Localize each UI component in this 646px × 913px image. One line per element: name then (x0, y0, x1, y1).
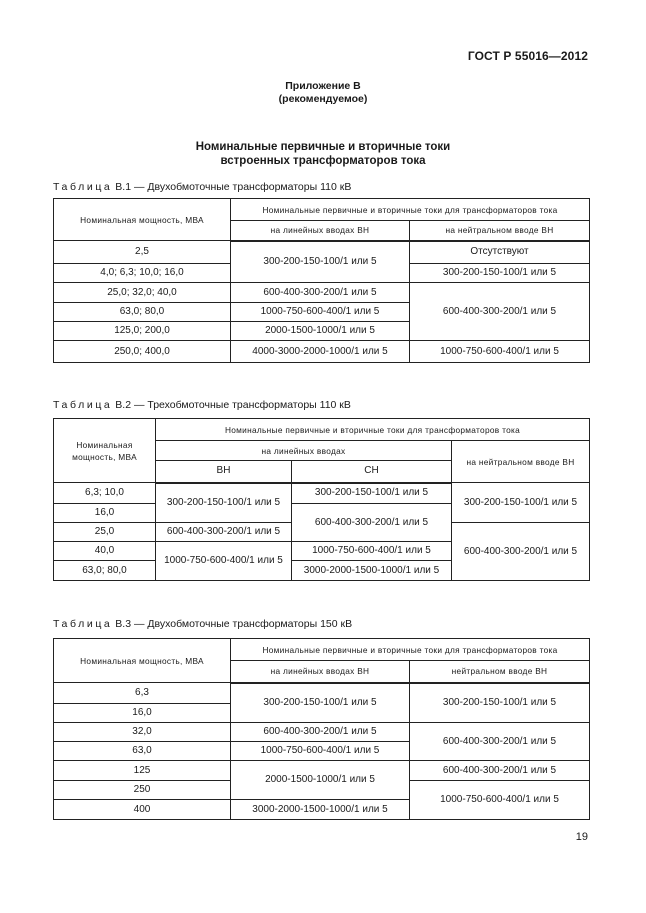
table-cell: 300-200-150-100/1 или 5 (410, 683, 590, 723)
table-cell: 600-400-300-200/1 или 5 (231, 283, 410, 303)
table2 (53, 418, 590, 581)
table-cell: 600-400-300-200/1 или 5 (410, 723, 590, 761)
section-title (0, 140, 646, 168)
table2-header-currents: Номинальные первичные и вторичные токи для трансформаторов тока (156, 419, 590, 441)
table-cell: 300-200-150-100/1 или 5 (231, 683, 410, 723)
table2-header-power: Номинальная мощность, МВА (54, 419, 156, 483)
table-cell: 4000-3000-2000-1000/1 или 5 (231, 341, 410, 363)
table1-header-power: Номинальная мощность, МВА (54, 199, 231, 241)
table-cell: 63,0 (54, 742, 231, 761)
table-cell: 6,3; 10,0 (54, 483, 156, 504)
table-cell: 1000-750-600-400/1 или 5 (292, 542, 452, 561)
table-cell: 1000-750-600-400/1 или 5 (231, 303, 410, 322)
table-cell: 2000-1500-1000/1 или 5 (231, 322, 410, 341)
table-cell: 1000-750-600-400/1 или 5 (410, 341, 590, 363)
table-cell: 40,0 (54, 542, 156, 561)
section-title-line1: Номинальные первичные и вторичные токи (195, 141, 451, 153)
table-cell: 25,0; 32,0; 40,0 (54, 283, 231, 303)
table-cell: 600-400-300-200/1 или 5 (292, 504, 452, 542)
table-cell: 4,0; 6,3; 10,0; 16,0 (54, 264, 231, 283)
table2-header-neutral: на нейтральном вводе ВН (452, 441, 590, 483)
table-cell: 600-400-300-200/1 или 5 (452, 523, 590, 581)
table-cell: 600-400-300-200/1 или 5 (156, 523, 292, 542)
table-cell: 600-400-300-200/1 или 5 (410, 283, 590, 341)
table-cell: 63,0; 80,0 (54, 303, 231, 322)
table3 (53, 638, 590, 820)
table-cell: 2000-1500-1000/1 или 5 (231, 761, 410, 800)
table1-caption (53, 181, 351, 193)
table3-caption-text: В.3 — Двухобмоточные трансформаторы 150 кВ (112, 618, 353, 630)
table3-header-currents: Номинальные первичные и вторичные токи для трансформаторов тока (231, 639, 590, 661)
annex-heading (0, 80, 646, 106)
table-cell: 125 (54, 761, 231, 781)
table1-header-line: на линейных вводах ВН (231, 221, 410, 241)
table1-header-currents: Номинальные первичные и вторичные токи для трансформаторов тока (231, 199, 590, 221)
table-cell: 250 (54, 781, 231, 800)
annex-title: Приложение В (285, 80, 361, 92)
table-cell: 3000-2000-1500-1000/1 или 5 (231, 800, 410, 820)
table3-header-line: на линейных вводах ВН (231, 661, 410, 683)
table-cell: 1000-750-600-400/1 или 5 (156, 542, 292, 581)
page-number: 19 (575, 831, 588, 843)
table-cell: 600-400-300-200/1 или 5 (231, 723, 410, 742)
table-cell: 1000-750-600-400/1 или 5 (410, 781, 590, 820)
table-cell: 300-200-150-100/1 или 5 (156, 483, 292, 523)
table1 (53, 198, 590, 363)
table3-header-power: Номинальная мощность, МВА (54, 639, 231, 683)
table-cell: 6,3 (54, 683, 231, 704)
table-cell: 3000-2000-1500-1000/1 или 5 (292, 561, 452, 581)
table-cell: 250,0; 400,0 (54, 341, 231, 363)
table-cell: 300-200-150-100/1 или 5 (410, 264, 590, 283)
table-cell: 16,0 (54, 704, 231, 723)
table-cell: 1000-750-600-400/1 или 5 (231, 742, 410, 761)
annex-subtitle: (рекомендуемое) (278, 93, 368, 105)
table3-caption-prefix: Таблица (53, 618, 113, 630)
section-title-line2: встроенных трансформаторов тока (220, 155, 426, 167)
table-cell: 25,0 (54, 523, 156, 542)
table-cell: 63,0; 80,0 (54, 561, 156, 581)
table1-caption-prefix: Таблица (53, 181, 113, 193)
table-cell: 600-400-300-200/1 или 5 (410, 761, 590, 781)
table1-header-neutral: на нейтральном вводе ВН (410, 221, 590, 241)
standard-designation: ГОСТ Р 55016—2012 (467, 49, 588, 63)
table-cell: 300-200-150-100/1 или 5 (292, 483, 452, 504)
table2-header-hv: ВН (156, 461, 292, 483)
table-cell: 125,0; 200,0 (54, 322, 231, 341)
table2-header-mv: СН (292, 461, 452, 483)
table-cell: 16,0 (54, 504, 156, 523)
table-cell: 32,0 (54, 723, 231, 742)
table3-caption (53, 618, 352, 630)
table-cell: 2,5 (54, 241, 231, 264)
table3-header-neutral: нейтральном вводе ВН (410, 661, 590, 683)
table2-caption-prefix: Таблица (53, 399, 113, 411)
table2-header-line: на линейных вводах (156, 441, 452, 461)
table-cell: 400 (54, 800, 231, 820)
table-cell: Отсутствуют (410, 241, 590, 264)
table1-caption-text: В.1 — Двухобмоточные трансформаторы 110 кВ (112, 181, 352, 193)
table2-caption-text: В.2 — Трехобмоточные трансформаторы 110 кВ (112, 399, 351, 411)
table-cell: 300-200-150-100/1 или 5 (452, 483, 590, 523)
table2-caption (53, 399, 351, 411)
table-cell: 300-200-150-100/1 или 5 (231, 241, 410, 283)
